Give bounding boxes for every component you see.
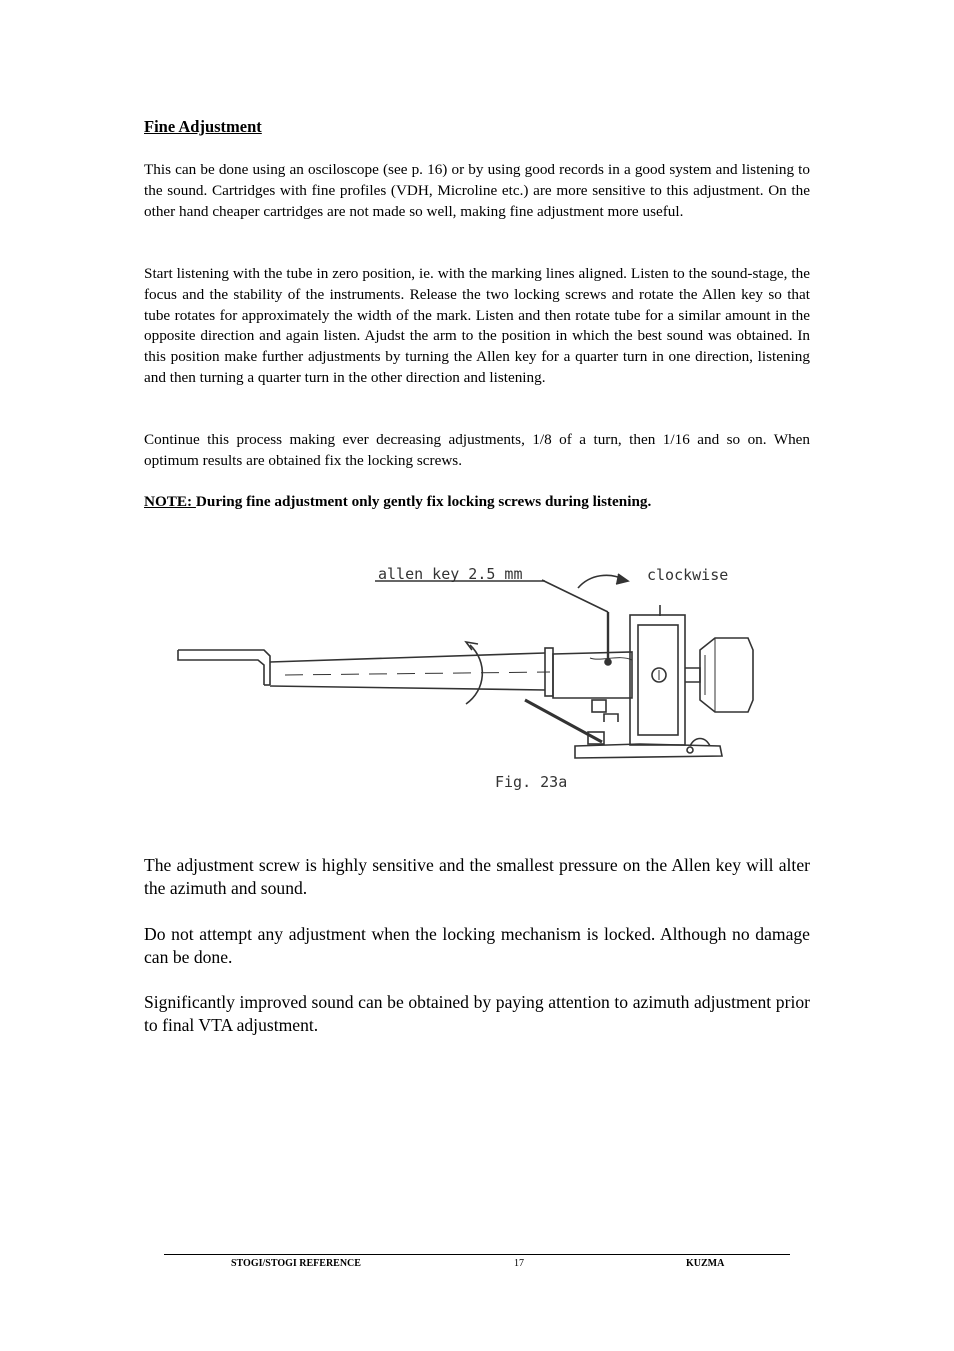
footer-title: STOGI/STOGI REFERENCE [231,1258,361,1269]
paragraph-sensitivity: The adjustment screw is highly sensitive and the smallest pressure on the Allen key will alter the azimuth and sound. [144,855,810,898]
tonearm-figure [170,550,770,820]
note-label: NOTE: [144,493,196,510]
section-heading: Fine Adjustment [144,117,262,136]
paragraph-continue: Continue this process making ever decreasing adjustments, 1/8 of a turn, then 1/16 and so on. When optimum results are obtained fix the locking screws. [144,431,810,469]
note [144,493,651,511]
figure-caption: Fig. 23a [495,773,568,791]
figure-label-allen-key: allen key 2.5 mm [378,565,523,583]
paragraph-intro: This can be done using an osciloscope (see p. 16) or by using good records in a good system and listening to the sound. Cartridges with fine profiles (VDH, Microline etc.) are more sensitive to this adjustment. On the other hand cheaper cartridges are not made so well, making fine adjustment more useful. [144,161,810,220]
figure-label-clockwise: clockwise [647,566,729,584]
footer-page-number: 17 [514,1258,524,1269]
footer-brand: KUZMA [686,1258,725,1269]
note-text: During fine adjustment only gently fix locking screws during listening. [195,493,652,510]
paragraph-azimuth-vta: Significantly improved sound can be obtained by paying attention to azimuth adjustment prior to final VTA adjustment. [144,992,810,1035]
footer-rule [164,1254,790,1255]
paragraph-locked-warning: Do not attempt any adjustment when the locking mechanism is locked. Although no damage can be done. [144,924,810,967]
paragraph-procedure: Start listening with the tube in zero position, ie. with the marking lines aligned. Listen to the sound-stage, the focus and the stability of the instruments. Release the two locking screws and rotate the Allen key so that tube rotates for approximately the width of the mark. Listen and then rotate tube for a similar amount in the opposite direction and again listen. Ajudst the arm to the position in which the best sound was obtained. In this position make further adjustments by turning the Allen key for a quarter turn in one direction, listening and then turning a quarter turn in the other direction and listening. [144,265,810,386]
